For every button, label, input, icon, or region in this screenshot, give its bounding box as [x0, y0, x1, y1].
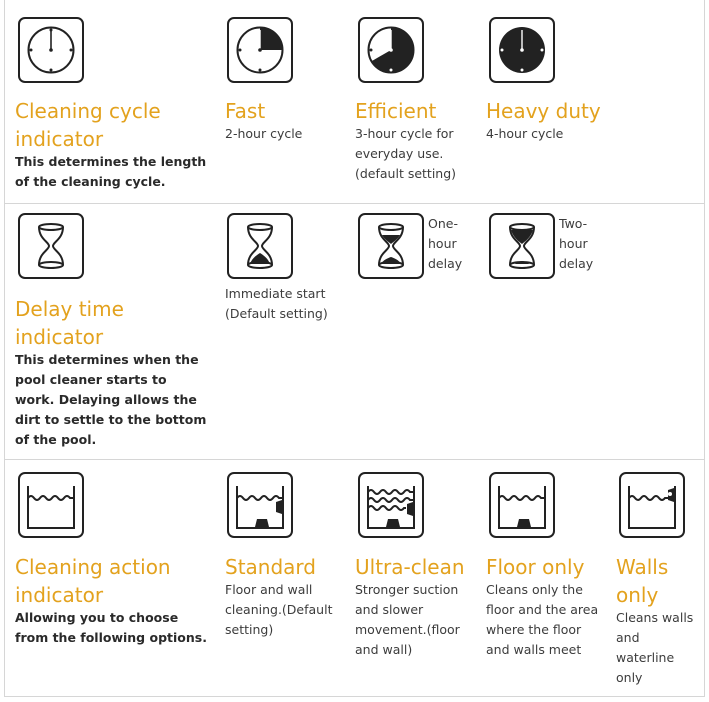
- option-floor-only-title: Floor only: [486, 555, 585, 579]
- clock-heavy-duty-icon: [489, 17, 555, 83]
- option-standard-desc: Floor and wall cleaning.(Default setting): [225, 582, 333, 637]
- option-floor-only-desc: Cleans only the floor and the area where the floor and walls meet: [486, 582, 599, 657]
- option-two-hour-delay: Two-hour delay: [559, 216, 594, 271]
- pool-walls-only-icon: [619, 472, 685, 538]
- hourglass-icon: [18, 213, 84, 279]
- row-divider: [4, 459, 705, 460]
- pool-ultra-clean-icon: [358, 472, 424, 538]
- hourglass-two-hour-icon: [489, 213, 555, 279]
- option-one-hour-delay: One-hour delay: [428, 216, 463, 271]
- delay-title: Delay time indicator: [15, 297, 124, 349]
- option-immediate-desc: Immediate start (Default setting): [225, 286, 328, 321]
- pool-standard-icon: [227, 472, 293, 538]
- row-divider: [4, 203, 705, 204]
- clock-efficient-icon: [358, 17, 424, 83]
- option-standard-title: Standard: [225, 555, 316, 579]
- pool-floor-only-icon: [489, 472, 555, 538]
- action-description: Allowing you to choose from the following options.: [15, 610, 207, 645]
- hourglass-one-hour-icon: [358, 213, 424, 279]
- clock-fast-icon: [227, 17, 293, 83]
- option-walls-only-desc: Cleans walls and waterline only: [616, 610, 694, 685]
- pool-icon: [18, 472, 84, 538]
- option-walls-only-title: Walls only: [616, 555, 669, 607]
- action-title: Cleaning action indicator: [15, 555, 171, 607]
- option-heavy-duty-title: Heavy duty: [486, 99, 601, 123]
- clock-icon: [18, 17, 84, 83]
- cycle-description: This determines the length of the cleaning cycle.: [15, 154, 207, 189]
- option-fast-desc: 2-hour cycle: [225, 126, 303, 141]
- hourglass-immediate-icon: [227, 213, 293, 279]
- option-fast-title: Fast: [225, 99, 266, 123]
- option-efficient-desc: 3-hour cycle for everyday use. (default setting): [355, 126, 457, 181]
- option-ultra-clean-desc: Stronger suction and slower movement.(floor and wall): [355, 582, 460, 657]
- option-heavy-duty-desc: 4-hour cycle: [486, 126, 564, 141]
- option-efficient-title: Efficient: [355, 99, 437, 123]
- delay-description: This determines when the pool cleaner starts to work. Delaying allows the dirt to settle to the bottom of the pool.: [15, 352, 207, 447]
- cycle-title: Cleaning cycle indicator: [15, 99, 161, 151]
- option-ultra-clean-title: Ultra-clean: [355, 555, 465, 579]
